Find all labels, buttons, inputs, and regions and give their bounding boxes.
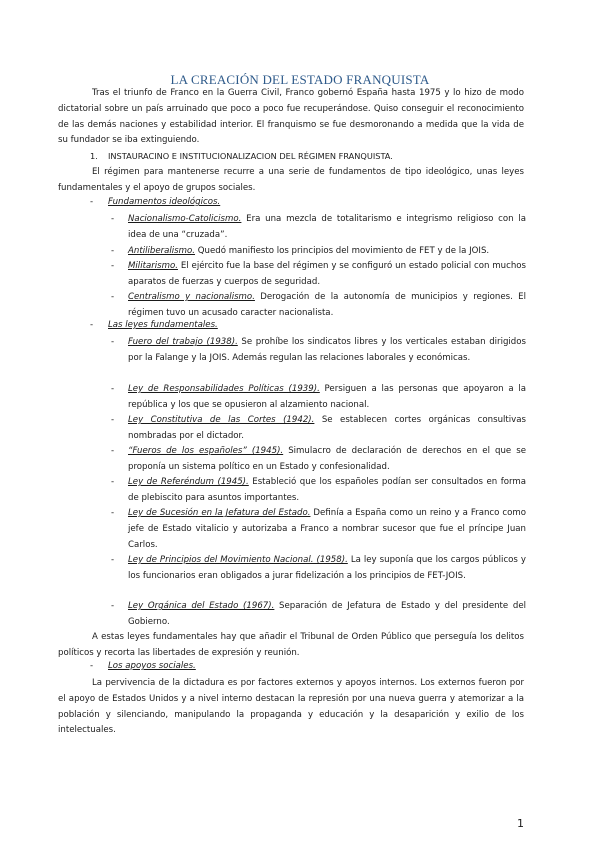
fundamentos-heading xyxy=(90,197,220,207)
bullet-marker: - xyxy=(90,661,94,671)
item-term: “Fueros de los españoles” (1945). xyxy=(128,446,284,456)
item-term: Nacionalismo-Catolicismo. xyxy=(128,214,242,224)
item-text: Simulacro de declaración de derechos en el que se proponía un sistema político en un Estado y confesionalidad. xyxy=(128,446,526,472)
list-item: - Ley de Responsabilidades Políticas (1939). Persiguen a las personas que apoyaron a la república y los que se opusieron al alzamiento nacional. xyxy=(111,384,527,410)
item-text: Persiguen a las personas que apoyaron a la república y los que se opusieron al alzamiento nacional. xyxy=(128,384,527,410)
item-text: La ley suponía que los cargos públicos y los funcionarios eran obligados a jurar fidelización a los principios de FET-JOIS. xyxy=(128,555,526,581)
item-term: Ley de Principios del Movimiento Nacional. (1958). xyxy=(128,555,348,565)
section-paragraph: El régimen para mantenerse recurre a una serie de fundamentos de tipo ideológico, unas leyes fundamentales y el apoyo de grupos sociales. xyxy=(58,167,524,193)
bullet-marker: - xyxy=(90,197,94,207)
item-text: Derogación de la autonomía de municipios y regiones. El régimen tuvo un acusado caracter nacionalista. xyxy=(128,292,527,318)
item-text: Se establecen cortes orgánicas consultivas nombradas por el dictador. xyxy=(128,415,527,441)
section-number: 1. xyxy=(90,151,98,161)
section-heading-text: INSTAURACINO E INSTITUCIONALIZACION DEL RÉGIMEN FRANQUISTA. xyxy=(108,151,393,161)
leyes-heading-text: Las leyes fundamentales. xyxy=(108,320,218,330)
item-term: Militarismo. xyxy=(128,261,178,271)
bullet-marker: - xyxy=(90,320,94,330)
intro-paragraph: Tras el triunfo de Franco en la Guerra Civil, Franco gobernó España hasta 1975 y lo hizo de modo dictatorial sobre un país arruinado que poco a poco fue recuperándose. Quiso conseguir el reconocimiento de las demás naciones y estabilidad interior. El franquismo se fue desmoronando a medida que la vida de su fundador se iba extinguiendo. xyxy=(58,88,524,146)
section-heading xyxy=(90,151,393,161)
item-term: Ley Orgánica del Estado (1967). xyxy=(128,601,275,611)
list-item: - Antiliberalismo. Quedó manifiesto los principios del movimiento de FET y de la JOIS. xyxy=(111,246,490,256)
list-item: - Centralismo y nacionalismo. Derogación de la autonomía de municipios y regiones. El régimen tuvo un acusado caracter nacionalista. xyxy=(111,292,527,318)
item-text: Era una mezcla de totalitarismo e integrismo religioso con la idea de una “cruzada”. xyxy=(128,214,526,240)
item-text: El ejército fue la base del régimen y se configuró un estado policial con muchos aparatos de fuerzas y cuerpos de seguridad. xyxy=(128,261,526,287)
item-text: Separación de Jefatura de Estado y del presidente del Gobierno. xyxy=(128,601,527,627)
item-text: Quedó manifiesto los principios del movimiento de FET y de la JOIS. xyxy=(195,246,490,256)
fundamentos-heading-text: Fundamentos ideológicos. xyxy=(108,197,221,207)
list-item: - Ley Orgánica del Estado (1967). Separación de Jefatura de Estado y del presidente del Gobierno. xyxy=(111,601,527,627)
item-text: Estableció que los españoles podían ser consultados en forma de plebiscito para asuntos importantes. xyxy=(128,477,526,503)
item-term: Ley de Responsabilidades Políticas (1939). xyxy=(128,384,320,394)
leyes-heading xyxy=(90,320,218,330)
list-item: - Ley de Referéndum (1945). Estableció que los españoles podían ser consultados en forma de plebiscito para asuntos importantes. xyxy=(111,477,526,503)
after-leyes-paragraph: A estas leyes fundamentales hay que añadir el Tribunal de Orden Público que perseguía los delitos políticos y recorta las libertades de expresión y reunión. xyxy=(58,632,524,658)
item-text: Definía a España como un reino y a Franco como jefe de Estado vitalicio y autorizaba a Franco a nombrar sucesor que fue el príncipe Juan Carlos. xyxy=(128,508,526,550)
list-item: - Ley Constitutiva de las Cortes (1942). Se establecen cortes orgánicas consultivas nombradas por el dictador. xyxy=(111,415,527,441)
item-term: Antiliberalismo. xyxy=(128,246,196,256)
list-item: - Ley de Principios del Movimiento Nacional. (1958). La ley suponía que los cargos públicos y los funcionarios eran obligados a jurar fidelización a los principios de FET-JOIS. xyxy=(111,555,526,581)
item-term: Ley de Referéndum (1945). xyxy=(128,477,249,487)
item-text: Se prohíbe los sindicatos libres y los verticales estaban dirigidos por la Falange y la JOIS. Además regulan las relaciones laborales y económicas. xyxy=(128,337,526,363)
list-item: - Fuero del trabajo (1938). Se prohíbe los sindicatos libres y los verticales estaban dirigidos por la Falange y la JOIS. Además regulan las relaciones laborales y económicas. xyxy=(111,337,526,363)
list-item: - “Fueros de los españoles” (1945). Simulacro de declaración de derechos en el que se proponía un sistema político en un Estado y confesionalidad. xyxy=(111,446,526,472)
item-term: Centralismo y nacionalismo. xyxy=(128,292,255,302)
list-item: - Ley de Sucesión en la Jefatura del Estado. Definía a España como un reino y a Franco como jefe de Estado vitalicio y autorizaba a Franco a nombrar sucesor que fue el príncipe Juan Carlos. xyxy=(111,508,526,550)
document-title: LA CREACIÓN DEL ESTADO FRANQUISTA xyxy=(170,72,430,87)
item-term: Ley Constitutiva de las Cortes (1942). xyxy=(128,415,315,425)
list-item: - Nacionalismo-Catolicismo. Era una mezcla de totalitarismo e integrismo religioso con la idea de una “cruzada”. xyxy=(111,214,526,240)
item-term: Fuero del trabajo (1938). xyxy=(128,337,238,347)
item-term: Ley de Sucesión en la Jefatura del Estado. xyxy=(128,508,311,518)
apoyos-heading xyxy=(90,661,196,671)
page-number: 1 xyxy=(517,817,524,830)
apoyos-heading-text: Los apoyos sociales. xyxy=(108,661,196,671)
list-item: - Militarismo. El ejército fue la base del régimen y se configuró un estado policial con muchos aparatos de fuerzas y cuerpos de seguridad. xyxy=(111,261,526,287)
apoyos-paragraph: La pervivencia de la dictadura es por factores externos y apoyos internos. Los externos fueron por el apoyo de Estados Unidos y a nivel interno destacan la represión por una nueva guerra y atemorizar a la población y silenciando, manipulando la propaganda y educación y la desaparición y exilio de los intelectuales. xyxy=(58,678,524,736)
